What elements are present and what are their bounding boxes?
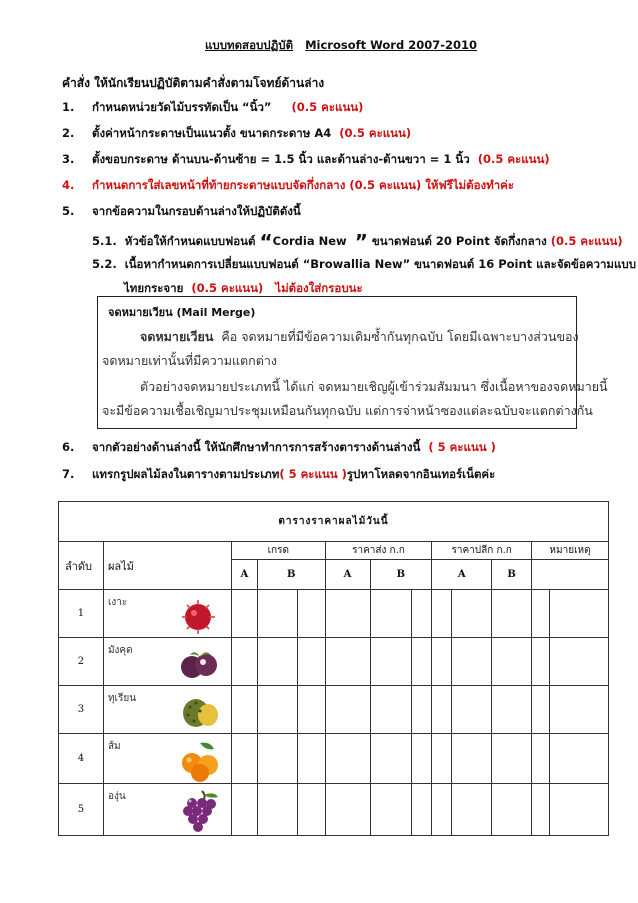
mail-paragraph-2: จดหมายเท่านั้นที่มีความแตกต่าง [102,353,277,368]
col-wholesale-header: ราคาส่ง ก.ก [325,542,432,560]
mail-merge-box [97,296,608,429]
table-row: 3 ทุเรียน [59,686,609,734]
sub-a: A [432,560,492,590]
mail-title: จดหมายเวียน (Mail Merge) [108,306,256,319]
fruit-price-table [58,501,609,836]
durian-icon [178,691,222,731]
item-5: 5. จากข้อความในกรอบด้านล่างให้ปฏิบัติดังนี้ [62,204,301,218]
col-fruit-header: ผลไม้ [103,542,231,590]
col-grade-header: เกรด [231,542,325,560]
item-7: 7. แทรกรูปผลไม้ลงในตารางตามประเภท( 5 คะแนน )รูปหาโหลดจากอินเทอร์เน็ตค่ะ [62,467,496,481]
item-3-score: (0.5 คะแนน) [477,152,550,166]
item-1-score: (0.5 คะแนน) [291,100,364,114]
title-thai: แบบทดสอบปฏิบัติ [205,38,294,52]
table-row: 5 องุ่น [59,784,609,836]
col-retail-header: ราคาปลีก ก.ก [432,542,532,560]
table-caption: ตารางราคาผลไม้วันนี้ [59,502,609,542]
sub-item-5-1: 5.1. หัวข้อให้กำหนดแบบฟอนต์ “Cordia New ” ขนาดฟอนต์ 20 Point จัดกึ่งกลาง (0.5 คะแนน) [92,230,623,254]
title-eng: Microsoft Word 2007-2010 [305,38,477,52]
item-6: 6. จากตัวอย่างด้านล่างนี้ ให้นักศึกษาทำการการสร้างตารางด้านล่างนี้ ( 5 คะแนน ) [62,440,496,454]
item-3: 3. ตั้งขอบกระดาษ ด้านบน-ด้านซ้าย = 1.5 นิ้ว และด้านล่าง-ด้านขวา = 1 นิ้ว (0.5 คะแนน) [62,152,550,166]
table-row: 1 เงาะ [59,590,609,638]
orange-icon [178,739,222,783]
sub-a: A [231,560,257,590]
item-4: 4. กำหนดการใส่เลขหน้าที่ท้ายกระดาษแบบจัดกึ่งกลาง (0.5 คะแนน) ให้ฟรีไม่ต้องทำค่ะ [62,178,515,192]
col-index-header: ลำดับ [59,542,104,590]
item-1: 1. กำหนดหน่วยวัดไม้บรรทัดเป็น “นิ้ว” (0.5 คะแนน) [62,100,364,114]
sub-item-5-2: 5.2. เนื้อหากำหนดการเปลี่ยนแบบฟอนต์ “Browallia New” ขนาดฟอนต์ 16 Point และจัดข้อความแบบ [92,257,636,271]
grape-icon [178,789,222,835]
rambutan-icon [178,595,218,635]
sub-b: B [257,560,325,590]
remark-sub-cell [532,560,609,590]
table-row: 2 มังคุด [59,638,609,686]
page-title [205,37,477,55]
table-row: 4 ส้ม [59,734,609,784]
col-remark-header: หมายเหตุ [532,542,609,560]
mangosteen-icon [178,643,222,683]
item-2: 2. ตั้งค่าหน้ากระดาษเป็นแนวตั้ง ขนาดกระดาษ A4 (0.5 คะแนน) [62,126,412,140]
instruction: คำสั่ง ให้นักเรียนปฏิบัติตามคำสั่งตามโจทย์ด้านล่าง [62,76,325,90]
mail-paragraph-3: ตัวอย่างจดหมายประเภทนี้ ได้แก่ จดหมายเชิญผู้เข้าร่วมสัมมนา ซึ่งเนื้อหาของจดหมายนี้ [140,379,608,394]
sub-item-5-2-cont: ไทยกระจาย (0.5 คะแนน) ไม่ต้องใส่กรอบนะ [124,281,363,295]
sub-a: A [325,560,370,590]
mail-paragraph-4: จะมีข้อความเชื้อเชิญมาประชุมเหมือนกันทุกฉบับ แต่การจ่าหน้าซองแต่ละฉบับจะแตกต่างกัน [102,403,593,418]
sub-b: B [370,560,432,590]
item-2-score: (0.5 คะแนน) [339,126,412,140]
sub-b: B [492,560,532,590]
mail-paragraph-1: จดหมายเวียน คือ จดหมายที่มีข้อความเดิมซ้ำกันทุกฉบับ โดยมีเฉพาะบางส่วนของ [140,329,579,344]
